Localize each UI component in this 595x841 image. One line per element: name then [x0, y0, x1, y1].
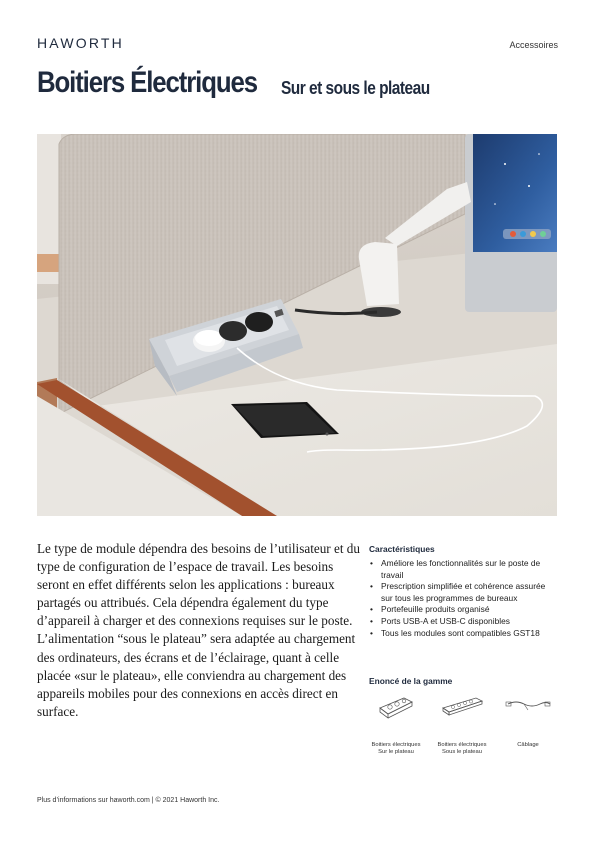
under-desk-power-strip-icon: [440, 692, 484, 720]
range-caption-line1: Câblage: [517, 742, 539, 748]
feature-item: • Ports USB-A et USB-C disponibles: [369, 616, 559, 628]
page-title-row: [37, 66, 430, 100]
features-section: [369, 544, 559, 639]
range-caption-line1: Boitiers électriques: [371, 742, 421, 748]
range-item-under-desk: [431, 692, 493, 757]
intro-paragraph: Le type de module dépendra des besoins de l’utilisateur et du type de configuration de l’espace de travail. Les besoins seront en effet différents selon les applications : bureaux partagés ou attribués. Cela dépendra également du type d’appareil à charger et des connexions requises sur le poste. L’alimentation “sous le plateau” sera adaptée au chargement des ordinateurs, des écrans et de l’éclairage, quant à celle placée «sur le plateau», elle conviendra au chargement des appareils mobiles pour des connexions en accès direct en surface.: [37, 541, 360, 719]
product-photo: [37, 134, 557, 516]
features-heading: Caractéristiques: [369, 544, 435, 554]
features-list: [369, 558, 559, 639]
feature-item: • Tous les modules sont compatibles GST18: [369, 628, 559, 640]
section-tag: Accessoires: [509, 40, 558, 50]
feature-item: • Prescription simplifiée et cohérence assurée sur tous les programmes de bureaux: [369, 581, 559, 604]
range-caption-line2: Sous le plateau: [442, 749, 482, 756]
range-caption-line2: Sur le plateau: [378, 749, 414, 756]
page-subtitle: Sur et sous le plateau: [281, 78, 430, 98]
range-caption-line1: Boitiers électriques: [437, 742, 487, 748]
cabling-icon: [504, 692, 552, 720]
feature-item: • Améliore les fonctionnalités sur le poste de travail: [369, 558, 559, 581]
range-heading: Enoncé de la gamme: [369, 676, 453, 686]
page-title: Boitiers Électriques: [37, 66, 257, 99]
range-item-cabling: [497, 692, 559, 749]
brand-logo: HAWORTH: [37, 35, 124, 51]
feature-item: • Portefeuille produits organisé: [369, 604, 559, 616]
desk-top-power-box-icon: [374, 692, 418, 720]
range-items: [369, 692, 559, 756]
footer-text: Plus d’informations sur haworth.com | © 2021 Haworth Inc.: [37, 797, 220, 804]
range-section: [369, 676, 559, 686]
range-item-on-desk: [365, 692, 427, 757]
desk-scene-illustration: [37, 134, 557, 516]
